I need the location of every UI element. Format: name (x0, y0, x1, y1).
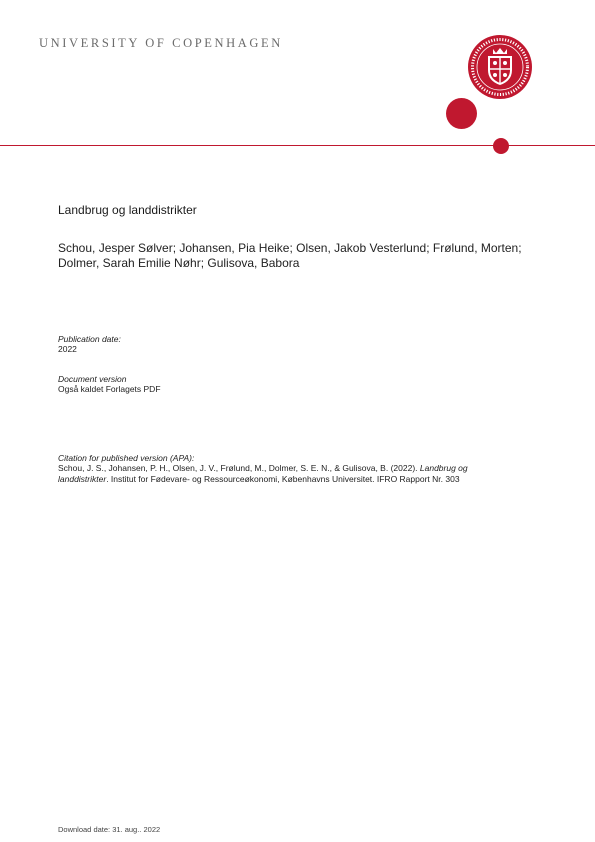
citation-authors-text: Schou, J. S., Johansen, P. H., Olsen, J. V., Frølund, M., Dolmer, S. E. N., & Gulisova, B. (2022). (58, 463, 418, 473)
citation-title-part-2: landdistrikter (58, 474, 107, 484)
authors-line-1: Schou, Jesper Sølver; Johansen, Pia Heike; Olsen, Jakob Vesterlund; Frølund, Morten; (58, 241, 522, 255)
document-version-label: Document version (58, 374, 127, 384)
document-title: Landbrug og landdistrikter (58, 203, 197, 217)
university-seal-icon (467, 34, 533, 100)
document-version-block (58, 374, 161, 394)
citation-line-1 (58, 463, 558, 474)
decorative-small-dot (493, 138, 509, 154)
citation-publisher-text: . Institut for Fødevare- og Ressourceøkonomi, Københavns Universitet. IFRO Rapport Nr. 303 (106, 474, 460, 484)
publication-date-block (58, 334, 121, 354)
university-name: UNIVERSITY OF COPENHAGEN (39, 36, 283, 50)
citation-title-part-1: Landbrug og (419, 463, 468, 473)
citation-label: Citation for published version (APA): (58, 453, 195, 463)
publication-date-value: 2022 (58, 344, 77, 354)
document-version-value: Også kaldet Forlagets PDF (58, 384, 161, 394)
authors-line-2: Dolmer, Sarah Emilie Nøhr; Gulisova, Babora (58, 256, 300, 270)
publication-date-label: Publication date: (58, 334, 121, 344)
decorative-large-dot (446, 98, 477, 129)
download-date: Download date: 31. aug.. 2022 (58, 825, 161, 834)
citation-block (58, 453, 558, 485)
citation-line-2 (58, 474, 558, 485)
author-list (58, 241, 538, 271)
